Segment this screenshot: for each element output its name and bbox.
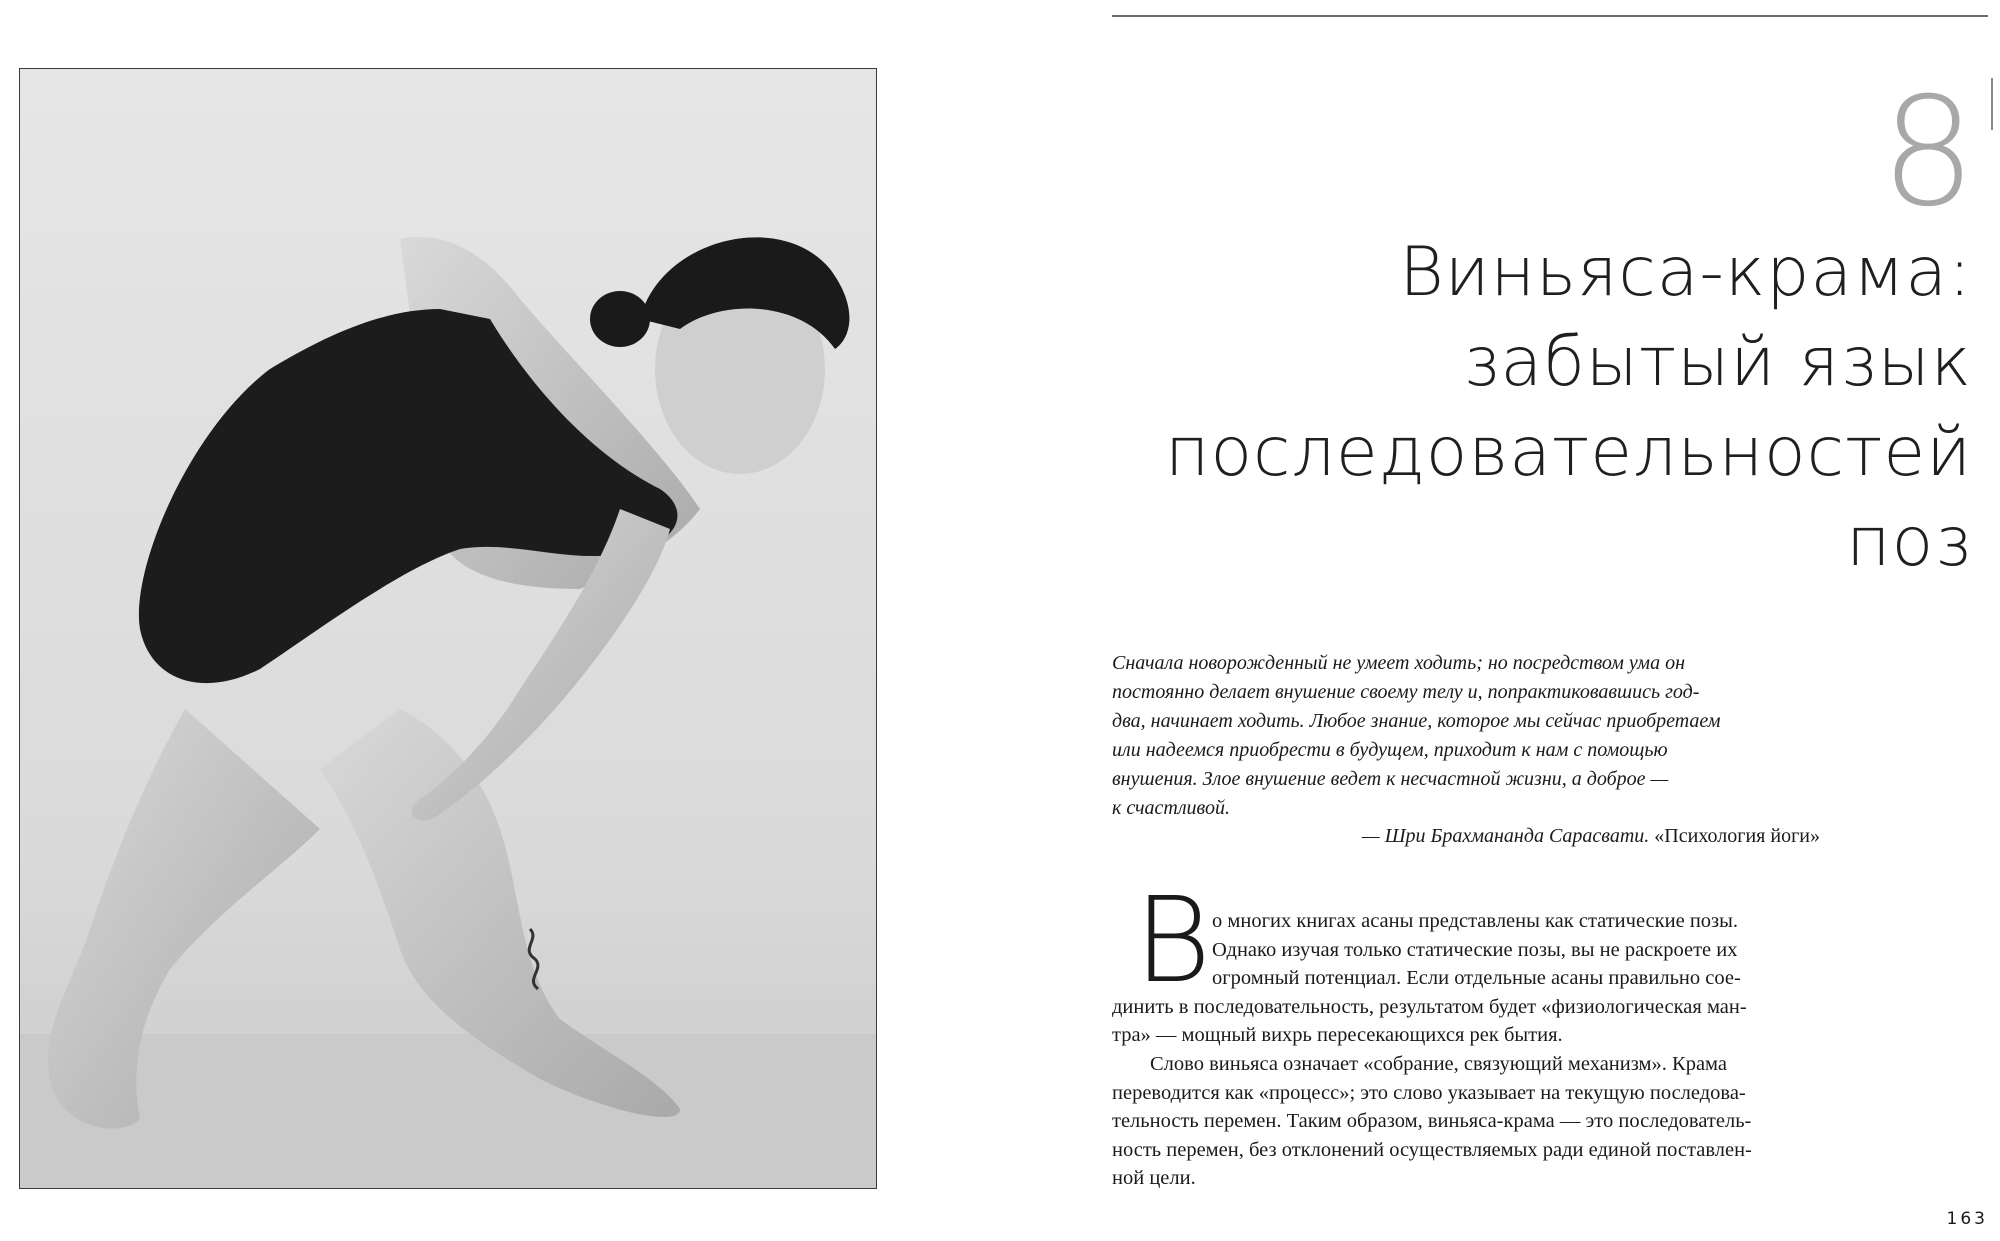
top-rule	[1112, 15, 1988, 17]
body-line: тра» — мощный вихрь пересекающихся рек бытия.	[1112, 1024, 1563, 1047]
epigraph-author: — Шри Брахмананда Сарасвати.	[1361, 825, 1650, 847]
body-line: переводится как «процесс»; это слово указывает на текущую последова-	[1112, 1081, 1746, 1104]
epigraph	[1112, 649, 1832, 823]
body-line: Слово виньяса означает «собрание, связующий механизм». Крама	[1150, 1052, 1727, 1075]
body-line: огромный потенциал. Если отдельные асаны правильно сое-	[1212, 967, 1741, 990]
chapter-title-line: Виньяса-крама:	[1399, 233, 1972, 312]
body-line: Однако изучая только статические позы, вы не раскроете их	[1212, 938, 1738, 961]
epigraph-line: к счастливой.	[1112, 797, 1230, 819]
body-line: ной цели.	[1112, 1167, 1196, 1190]
chapter-title-line: последовательностей	[1164, 413, 1972, 492]
epigraph-line: постоянно делает внушение своему телу и, попрактиковавшись год-	[1112, 681, 1700, 703]
body-line: динить в последовательность, результатом будет «физиологическая ман-	[1112, 995, 1747, 1018]
body-line: тельность перемен. Таким образом, виньяса-крама — это последователь-	[1112, 1110, 1752, 1133]
body-text	[1112, 907, 1854, 1193]
yoga-pose-photo	[19, 68, 877, 1189]
epigraph-line: внушения. Злое внушение ведет к несчастной жизни, а доброе —	[1112, 768, 1669, 790]
chapter-title-line: поз	[1846, 503, 1972, 582]
photo-illustration	[20, 69, 876, 1188]
chapter-number: 8	[1880, 66, 1972, 240]
chapter-title-line: забытый язык	[1462, 323, 1972, 402]
epigraph-line: два, начинает ходить. Любое знание, которое мы сейчас приобретаем	[1112, 710, 1721, 732]
edge-mark	[1991, 78, 1993, 130]
chapter-title	[1112, 228, 1972, 588]
epigraph-source	[1362, 822, 1820, 851]
body-line: о многих книгах асаны представлены как статические позы.	[1212, 910, 1739, 932]
page-number: 163	[1946, 1209, 1988, 1229]
epigraph-book-title: «Психология йоги»	[1654, 825, 1820, 847]
epigraph-line: Сначала новорожденный не умеет ходить; но посредством ума он	[1112, 652, 1685, 674]
epigraph-line: или надеемся приобрести в будущем, приходит к нам с помощью	[1112, 739, 1668, 761]
body-line: ность перемен, без отклонений осуществляемых ради единой поставлен-	[1112, 1138, 1752, 1161]
drop-cap: В	[1134, 871, 1212, 1009]
